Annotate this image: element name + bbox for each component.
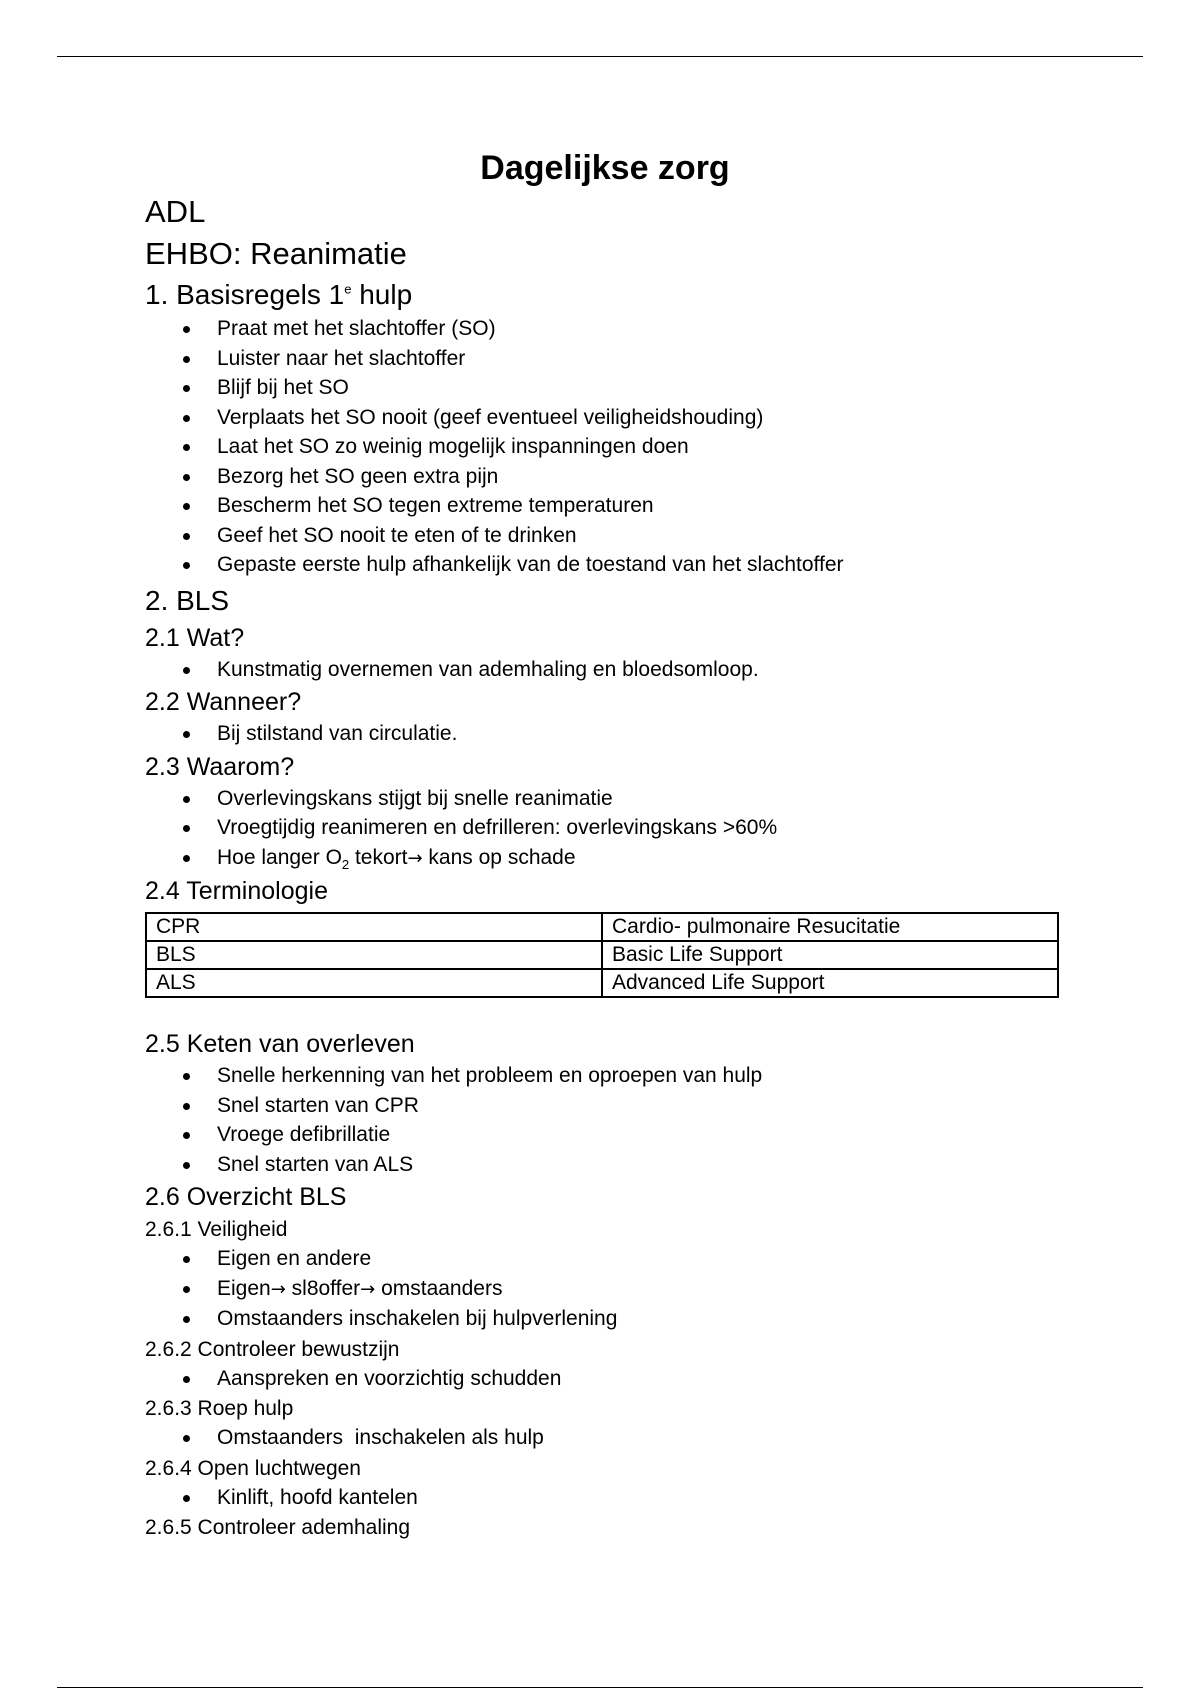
heading-ademhaling: 2.6.5 Controleer ademhaling (145, 1516, 411, 1539)
list-item: Vroege defibrillatie (145, 1120, 1065, 1150)
heading-wat: 2.1 Wat? (145, 623, 245, 652)
heading-basisregels-superscript: e (344, 281, 352, 297)
heading-bls: 2. BLS (145, 584, 230, 616)
heading-terminologie: 2.4 Terminologie (145, 877, 328, 905)
veiligheid-list (145, 1244, 1065, 1334)
heading-luchtwegen: 2.6.4 Open luchtwegen (145, 1456, 361, 1480)
heading-roep-hulp: 2.6.3 Roep hulp (145, 1397, 294, 1420)
table-cell-term: ALS (146, 969, 602, 997)
terminologie-table (145, 912, 1059, 998)
heading-bewustzijn: 2.6.2 Controleer bewustzijn (145, 1337, 400, 1361)
text-segment: sl8offer (285, 1276, 361, 1300)
text-segment: Eigen (217, 1276, 271, 1300)
header-rule (57, 56, 1143, 57)
list-item: Overlevingskans stijgt bij snelle reanimatie (145, 784, 1065, 814)
arrow-right-icon: → (360, 1278, 376, 1300)
heading-wanneer: 2.2 Wanneer? (145, 688, 302, 716)
list-item: Bezorg het SO geen extra pijn (145, 462, 1065, 492)
text-segment: Hoe langer O (217, 845, 342, 869)
heading-keten: 2.5 Keten van overleven (145, 1030, 415, 1058)
table-row (146, 941, 1058, 969)
list-item: Blijf bij het SO (145, 373, 1065, 403)
list-item: Kinlift, hoofd kantelen (145, 1483, 1065, 1513)
keten-list (145, 1061, 1065, 1179)
list-item: Geef het SO nooit te eten of te drinken (145, 521, 1065, 551)
table-cell-meaning: Advanced Life Support (602, 969, 1058, 997)
heading-basisregels-suffix: hulp (351, 279, 413, 310)
list-item: Snel starten van ALS (145, 1150, 1065, 1180)
spacer (145, 998, 1065, 1026)
list-item: Aanspreken en voorzichtig schudden (145, 1364, 1065, 1394)
table-cell-term: CPR (146, 913, 602, 941)
text-segment: omstaanders (375, 1276, 503, 1300)
subscript: 2 (341, 856, 350, 872)
table-cell-meaning: Cardio- pulmonaire Resucitatie (602, 913, 1058, 941)
list-item: Omstaanders inschakelen als hulp (145, 1423, 1065, 1453)
waarom-list (145, 784, 1065, 874)
list-item (145, 843, 1065, 874)
list-item: Vroegtijdig reanimeren en defrilleren: overlevingskans >60% (145, 813, 1065, 843)
text-segment: kans op schade (422, 845, 576, 869)
heading-veiligheid: 2.6.1 Veiligheid (145, 1218, 288, 1241)
document-body (145, 146, 1065, 1542)
list-item: Snel starten van CPR (145, 1091, 1065, 1121)
arrow-right-icon: → (270, 1278, 286, 1300)
heading-basisregels (145, 276, 1065, 314)
heading-overzicht: 2.6 Overzicht BLS (145, 1183, 347, 1211)
luchtwegen-list (145, 1483, 1065, 1513)
list-item: Bescherm het SO tegen extreme temperaturen (145, 491, 1065, 521)
wat-list (145, 655, 1065, 685)
list-item: Eigen en andere (145, 1244, 1065, 1274)
table-row (146, 969, 1058, 997)
wanneer-list (145, 719, 1065, 749)
list-item: Luister naar het slachtoffer (145, 344, 1065, 374)
list-item (145, 1274, 1065, 1305)
roep-hulp-list (145, 1423, 1065, 1453)
list-item: Snelle herkenning van het probleem en oproepen van hulp (145, 1061, 1065, 1091)
bewustzijn-list (145, 1364, 1065, 1394)
heading-ehbo: EHBO: Reanimatie (145, 236, 407, 271)
list-item: Laat het SO zo weinig mogelijk inspanningen doen (145, 432, 1065, 462)
list-item: Verplaats het SO nooit (geef eventueel veiligheidshouding) (145, 403, 1065, 433)
table-cell-term: BLS (146, 941, 602, 969)
footer-rule (57, 1687, 1143, 1688)
list-item: Praat met het slachtoffer (SO) (145, 314, 1065, 344)
arrow-right-icon: → (407, 847, 423, 869)
heading-adl: ADL (145, 194, 206, 229)
list-item: Omstaanders inschakelen bij hulpverlening (145, 1304, 1065, 1334)
basisregels-list (145, 314, 1065, 580)
heading-waarom: 2.3 Waarom? (145, 752, 295, 781)
list-item: Bij stilstand van circulatie. (145, 719, 1065, 749)
text-segment: tekort (349, 845, 408, 869)
table-cell-meaning: Basic Life Support (602, 941, 1058, 969)
list-item: Kunstmatig overnemen van ademhaling en bloedsomloop. (145, 655, 1065, 685)
document-title: Dagelijkse zorg (480, 149, 730, 187)
heading-basisregels-text: 1. Basisregels 1 (145, 279, 345, 310)
list-item: Gepaste eerste hulp afhankelijk van de toestand van het slachtoffer (145, 550, 1065, 580)
table-row (146, 913, 1058, 941)
